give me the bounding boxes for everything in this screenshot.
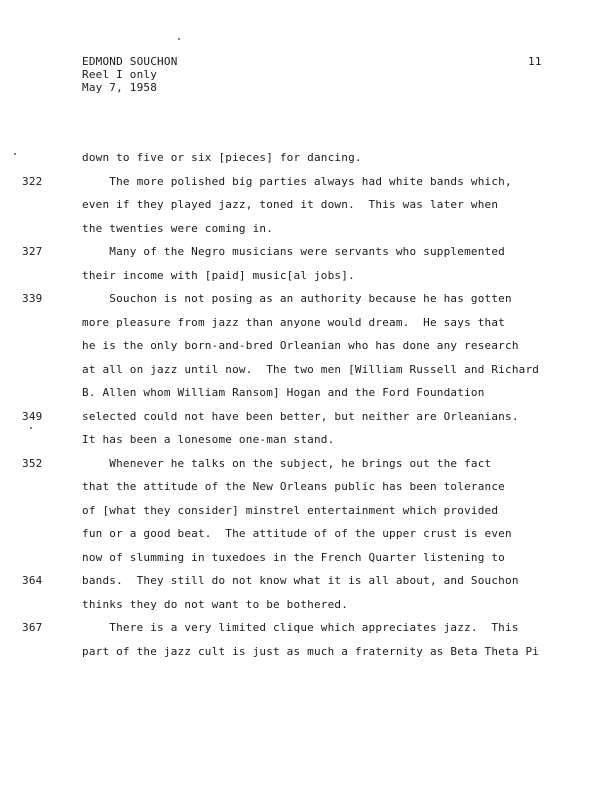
transcript-line: more pleasure from jazz than anyone would dream. He says that: [82, 316, 505, 329]
transcript-line: of [what they consider] minstrel entertainment which provided: [82, 504, 499, 517]
transcript-line: part of the jazz cult is just as much a fraternity as Beta Theta Pi: [82, 645, 540, 658]
transcript-line: fun or a good beat. The attitude of of the upper crust is even: [82, 527, 512, 540]
tape-counter-number: 327: [22, 245, 43, 258]
transcript-line: he is the only born-and-bred Orleanian who has done any research: [82, 339, 519, 352]
transcript-line: selected could not have been better, but neither are Orleanians.: [82, 410, 519, 423]
header-name: EDMOND SOUCHON: [82, 55, 178, 68]
transcript-line: There is a very limited clique which appreciates jazz. This: [82, 621, 519, 634]
header-date: May 7, 1958: [82, 81, 158, 94]
transcript-line: thinks they do not want to be bothered.: [82, 598, 349, 611]
transcript-line: down to five or six [pieces] for dancing.: [82, 151, 362, 164]
transcript-line: at all on jazz until now. The two men [William Russell and Richard: [82, 363, 540, 376]
transcript-line: now of slumming in tuxedoes in the French Quarter listening to: [82, 551, 505, 564]
transcript-line: It has been a lonesome one-man stand.: [82, 433, 335, 446]
tape-counter-number: 349: [22, 410, 43, 423]
transcript-line: Many of the Negro musicians were servants who supplemented: [82, 245, 505, 258]
transcript-line: B. Allen whom William Ransom] Hogan and the Ford Foundation: [82, 386, 485, 399]
page-number: 11: [528, 55, 542, 68]
scan-speck: [14, 153, 16, 155]
transcript-line: Whenever he talks on the subject, he brings out the fact: [82, 457, 492, 470]
tape-counter-number: 364: [22, 574, 43, 587]
tape-counter-number: 367: [22, 621, 43, 634]
header-reel: Reel I only: [82, 68, 158, 81]
transcript-line: Souchon is not posing as an authority because he has gotten: [82, 292, 512, 305]
transcript-line: that the attitude of the New Orleans public has been tolerance: [82, 480, 505, 493]
scan-speck: [30, 427, 32, 429]
transcript-line: bands. They still do not know what it is all about, and Souchon: [82, 574, 519, 587]
scan-speck: [178, 38, 180, 40]
tape-counter-number: 322: [22, 175, 43, 188]
tape-counter-number: 339: [22, 292, 43, 305]
transcript-line: the twenties were coming in.: [82, 222, 274, 235]
transcript-line: even if they played jazz, toned it down. This was later when: [82, 198, 499, 211]
transcript-line: their income with [paid] music[al jobs].: [82, 269, 355, 282]
tape-counter-number: 352: [22, 457, 43, 470]
transcript-line: The more polished big parties always had white bands which,: [82, 175, 512, 188]
